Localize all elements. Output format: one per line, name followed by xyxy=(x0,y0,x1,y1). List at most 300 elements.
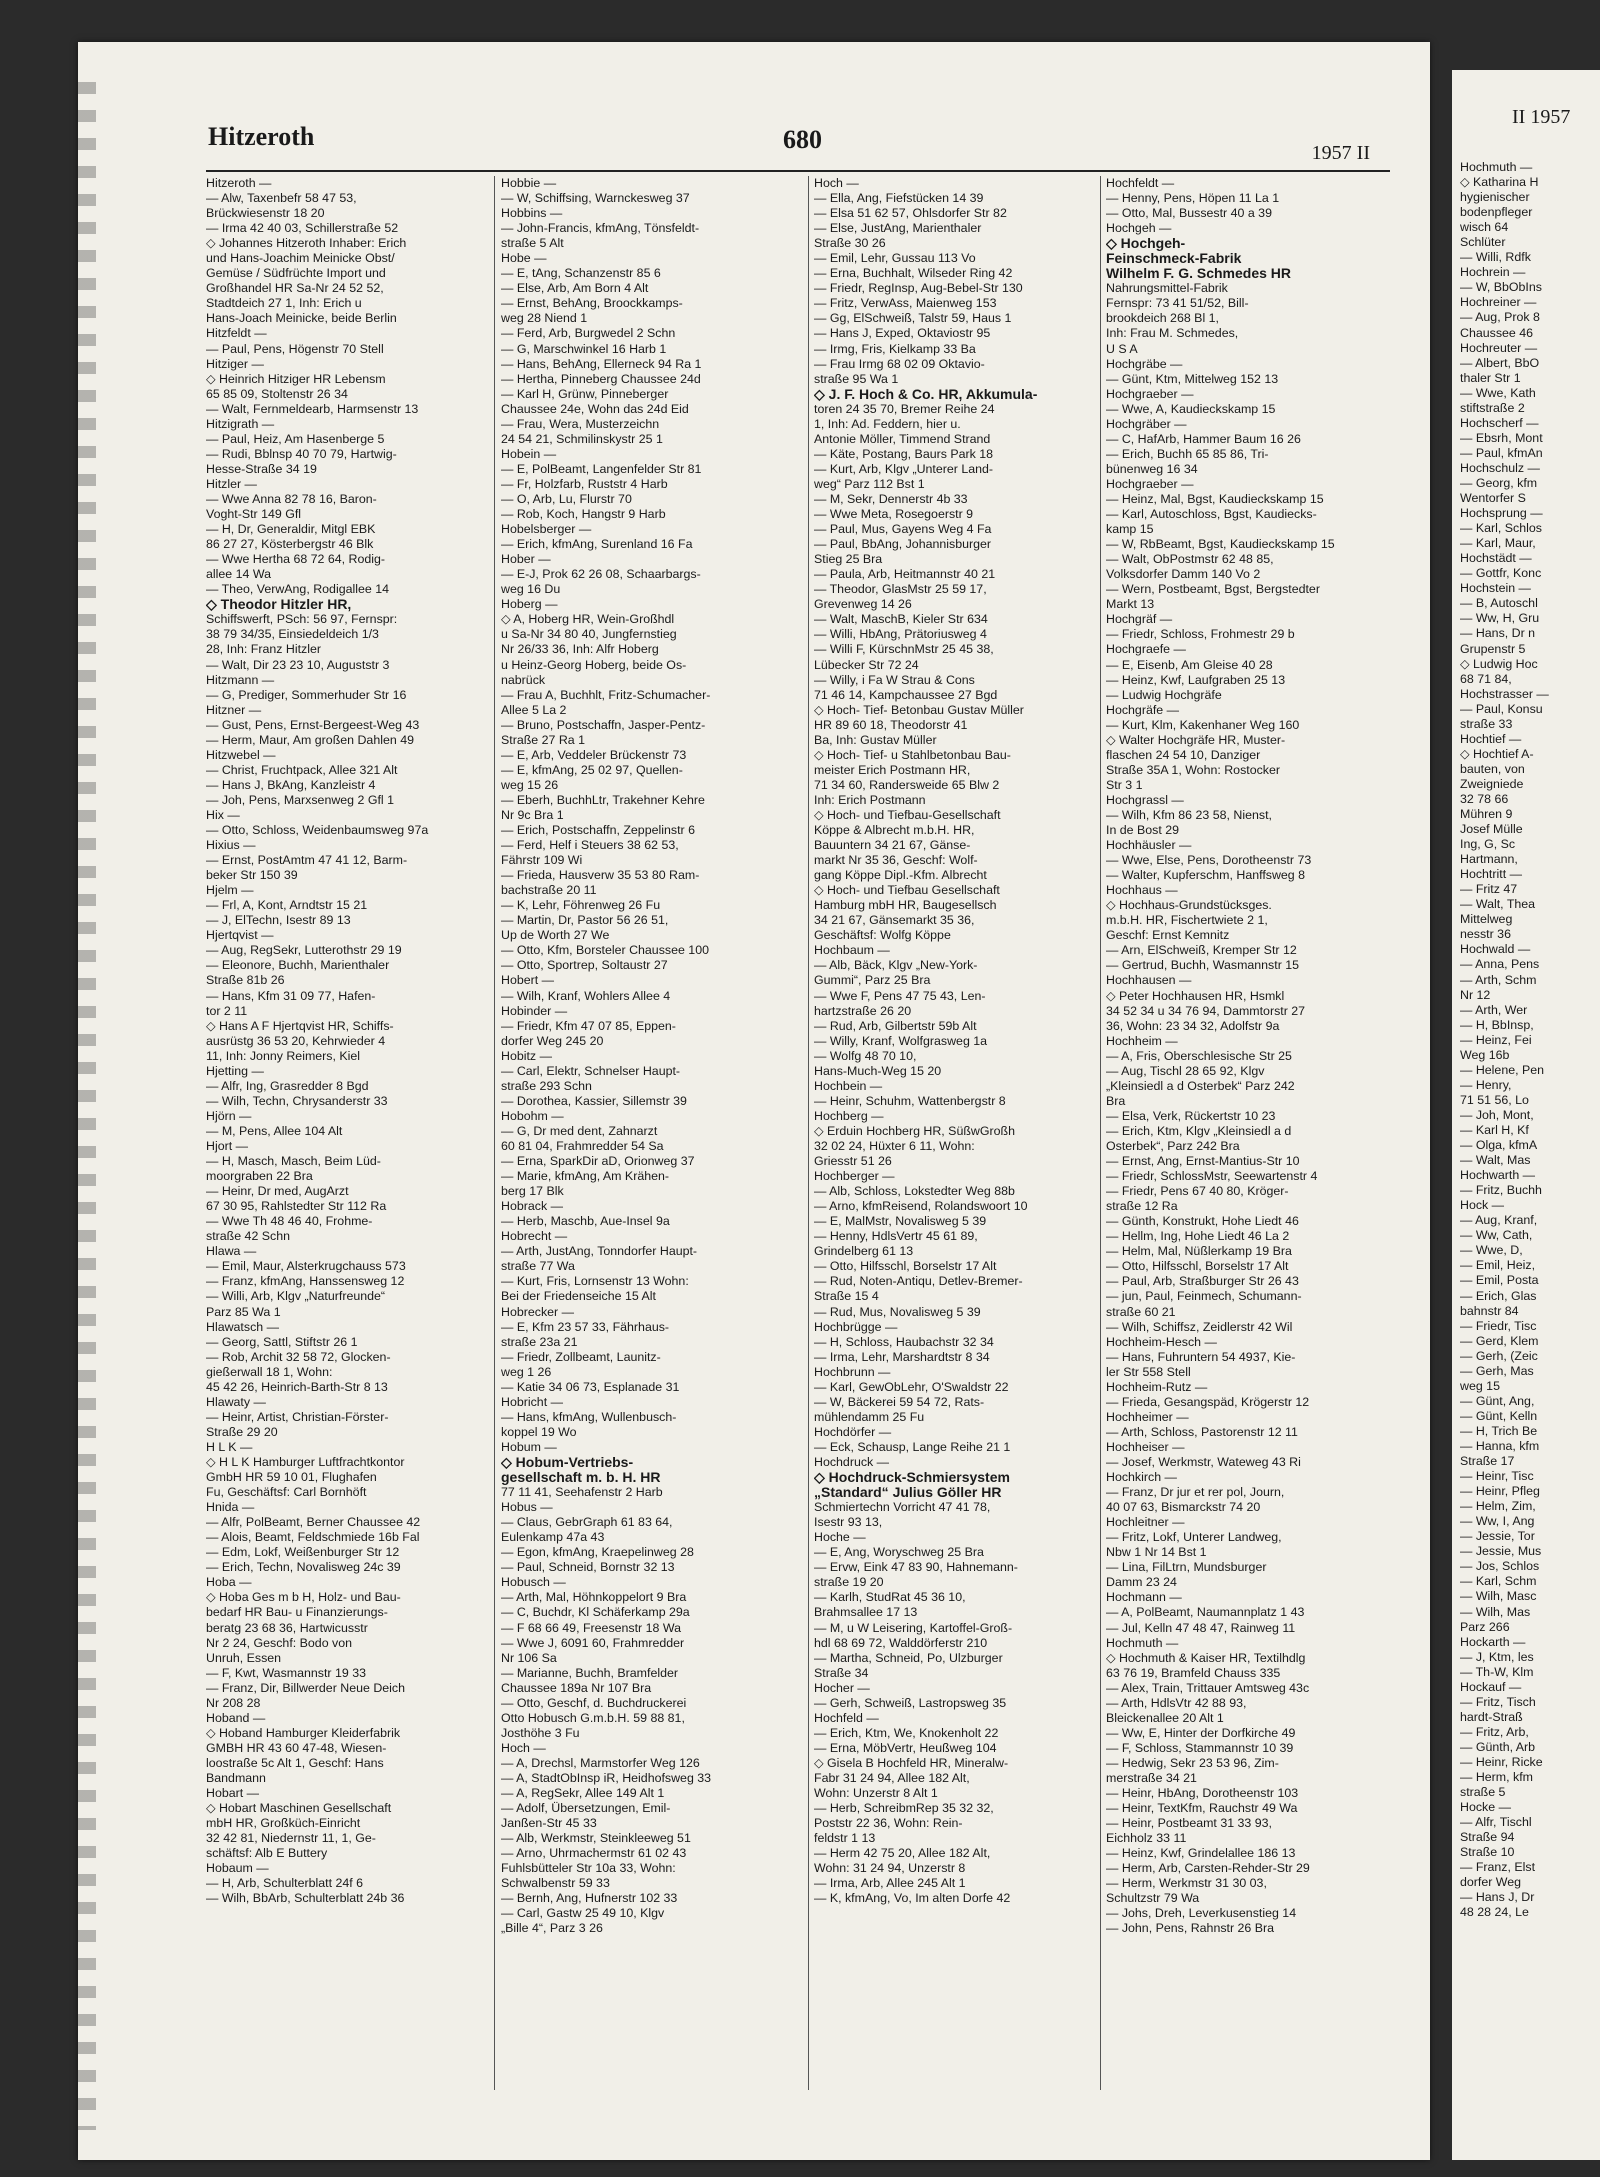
entry-line: — Wilh, Kranf, Wohlers Allee 4 xyxy=(501,988,671,1003)
entry-line: Hobe — xyxy=(501,251,547,266)
entry-line: Hobert — xyxy=(501,973,555,988)
entry-line: weg 16 Du xyxy=(501,582,561,597)
entry-line: Hobbins — xyxy=(501,206,563,221)
entry-line: ◇ Hochdruck-Schmiersystem xyxy=(814,1469,1010,1486)
entry-line: — Paul, Konsu xyxy=(1460,701,1543,716)
entry-line: Josthöhe 3 Fu xyxy=(501,1725,580,1740)
entry-line: Hochmann — xyxy=(1106,1590,1182,1605)
entry-line: — Erich, Glas xyxy=(1460,1288,1537,1303)
entry-line: H L K — xyxy=(206,1439,253,1454)
entry-line: Hochfeldt — xyxy=(1106,176,1175,190)
entry-line: — Heinz, Kwf, Laufgraben 25 13 xyxy=(1106,672,1286,687)
entry-line: Stieg 25 Bra xyxy=(814,552,883,567)
entry-line: — H, Arb, Schulterblatt 24f 6 xyxy=(206,1876,364,1891)
entry-line: wisch 64 xyxy=(1460,220,1509,235)
column-2 xyxy=(501,176,805,2090)
entry-line: — Jos, Schlos xyxy=(1460,1559,1540,1574)
entry-line: — Fritz 47 xyxy=(1460,882,1518,897)
entry-line: 77 11 41, Seehafenstr 2 Harb xyxy=(501,1485,663,1500)
entry-line: — Ferd, Arb, Burgwedel 2 Schn xyxy=(501,326,676,341)
entry-line: — Marie, kfmAng, Am Krähen- xyxy=(501,1169,670,1184)
entry-line: 38 79 34/35, Einsiedeldeich 1/3 xyxy=(206,627,379,642)
entry-line: Hochgraeber — xyxy=(1106,386,1194,401)
entry-line: — Hans J, Dr xyxy=(1460,1890,1535,1905)
entry-line: — Hans, Kfm 31 09 77, Hafen- xyxy=(206,988,376,1003)
entry-line: — Ernst, Ang, Ernst-Mantius-Str 10 xyxy=(1106,1154,1300,1169)
entry-line: Bleickenallee 20 Alt 1 xyxy=(1106,1710,1224,1725)
entry-line: Isestr 93 13, xyxy=(814,1515,883,1530)
entry-line: Voght-Str 149 Gfl xyxy=(206,507,302,522)
entry-line: — Martin, Dr, Pastor 56 26 51, xyxy=(501,913,669,928)
entry-line: ◇ H L K Hamburger Luftfrachtkontor xyxy=(206,1454,405,1469)
entry-line: Hochhausen — xyxy=(1106,973,1192,988)
entry-line: hygienischer xyxy=(1460,190,1530,205)
entry-line: Bei der Friedenseiche 15 Alt xyxy=(501,1289,656,1304)
entry-line: Hocher — xyxy=(814,1680,870,1695)
entry-line: Hobohm — xyxy=(501,1108,564,1123)
entry-line: — Jul, Kelln 47 48 47, Rainweg 11 xyxy=(1106,1620,1296,1635)
entry-line: 71 34 60, Randersweide 65 Blw 2 xyxy=(814,777,1000,792)
entry-line: Lübecker Str 72 24 xyxy=(814,657,919,672)
entry-line: Großhandel HR Sa-Nr 24 52 52, xyxy=(206,281,384,296)
entry-line: — Wwe Anna 82 78 16, Baron- xyxy=(206,491,377,506)
next-page-year: II 1957 xyxy=(1512,106,1571,128)
entry-line: — Karl, Schm xyxy=(1460,1574,1537,1589)
entry-line: Hoch — xyxy=(814,176,859,190)
entry-line: gießerwall 18 1, Wohn: xyxy=(206,1364,333,1379)
entry-line: Hjort — xyxy=(206,1139,248,1153)
entry-line: Straße 34 xyxy=(814,1665,869,1680)
entry-line: Hochfeld — xyxy=(814,1710,879,1725)
entry-line: merstraße 34 21 xyxy=(1106,1770,1197,1785)
entry-line: — Carl, Gastw 25 49 10, Klgv xyxy=(501,1906,665,1921)
entry-line: ◇ Theodor Hitzler HR, xyxy=(206,596,352,613)
entry-line: — Hans, Fuhruntern 54 4937, Kie- xyxy=(1106,1349,1296,1364)
entry-line: Hochheimer — xyxy=(1106,1409,1189,1424)
entry-line: — Willi F, KürschnMstr 25 45 38, xyxy=(814,642,994,657)
entry-line: — Alfr, PolBeamt, Berner Chaussee 42 xyxy=(206,1515,421,1530)
entry-line: — E, PolBeamt, Langenfelder Str 81 xyxy=(501,461,702,476)
entry-line: Nr 12 xyxy=(1460,987,1491,1002)
entry-line: — E, Kfm 23 57 33, Fährhaus- xyxy=(501,1319,670,1334)
entry-line: Hochbein — xyxy=(814,1078,883,1093)
entry-line: — Rob, Archit 32 58 72, Glocken- xyxy=(206,1349,391,1364)
entry-line: Hjetting — xyxy=(206,1063,264,1078)
entry-line: Hochhaus — xyxy=(1106,883,1178,898)
entry-line: — Wwe, Kath xyxy=(1460,385,1536,400)
entry-line: weg 15 26 xyxy=(501,777,559,792)
entry-line: — Henny, HdlsVertr 45 61 89, xyxy=(814,1229,978,1244)
entry-line: — Frieda, Gesangspäd, Krögerstr 12 xyxy=(1106,1394,1310,1409)
entry-line: — Arth, JustAng, Tonndorfer Haupt- xyxy=(501,1244,698,1259)
entry-line: — Franz, Dr jur et rer pol, Journ, xyxy=(1106,1485,1285,1500)
entry-line: Mühren 9 xyxy=(1460,807,1513,822)
entry-line: ler Str 558 Stell xyxy=(1106,1364,1191,1379)
entry-line: ◇ Johannes Hitzeroth Inhaber: Erich xyxy=(206,236,407,251)
entry-line: — J, ElTechn, Isestr 89 13 xyxy=(206,913,351,928)
entry-line: — M, u W Leisering, Kartoffel-Groß- xyxy=(814,1620,1013,1635)
entry-line: — Wwe Th 48 46 40, Frohme- xyxy=(206,1214,373,1229)
entry-line: Allee 5 La 2 xyxy=(501,702,567,717)
entry-line: — Frau, Wera, Musterzeichn xyxy=(501,416,660,431)
entry-line: — Erich, Ktm, Klgv „Kleinsiedl a d xyxy=(1106,1123,1292,1138)
entry-line: — Adolf, Übersetzungen, Emil- xyxy=(501,1801,671,1816)
entry-line: — Karl, Schlos xyxy=(1460,521,1542,536)
entry-line: Hoba — xyxy=(206,1575,252,1590)
entry-line: Hochheim-Hesch — xyxy=(1106,1334,1217,1349)
entry-line: — Paul, Mus, Gayens Weg 4 Fa xyxy=(814,522,992,537)
entry-line: — Wern, Postbeamt, Bgst, Bergstedter xyxy=(1106,582,1320,597)
entry-line: — Hertha, Pinneberg Chaussee 24d xyxy=(501,371,701,386)
entry-line: — Theo, VerwAng, Rodigallee 14 xyxy=(206,582,389,597)
entry-line: — Albert, BbO xyxy=(1460,355,1540,370)
entry-line: hdl 68 69 72, Walddörferstr 210 xyxy=(814,1635,988,1650)
entry-line: — Paula, Arb, Heitmannstr 40 21 xyxy=(814,567,996,582)
entry-line: Fernspr: 73 41 51/52, Bill- xyxy=(1106,296,1249,311)
entry-line: — Walter, Kupferschm, Hanffsweg 8 xyxy=(1106,868,1306,883)
entry-line: 71 51 56, Lo xyxy=(1460,1092,1529,1107)
entry-line: kamp 15 xyxy=(1106,522,1154,537)
entry-line: — Georg, Sattl, Stiftstr 26 1 xyxy=(206,1334,358,1349)
entry-line: Hochmuth — xyxy=(1106,1635,1179,1650)
entry-line: Hoberg — xyxy=(501,597,558,612)
entry-line: — H, BbInsp, xyxy=(1460,1017,1534,1032)
entry-line: — F 68 66 49, Freesenstr 18 Wa xyxy=(501,1620,681,1635)
header-rule xyxy=(206,170,1390,172)
entry-line: 28, Inh: Franz Hitzler xyxy=(206,642,322,657)
entry-line: Hitzigrath — xyxy=(206,416,275,431)
entry-line: Wentorfer S xyxy=(1460,491,1526,506)
entry-line: — J, Ktm, les xyxy=(1460,1649,1534,1664)
entry-line: — Arth, Mal, Höhnkoppelort 9 Bra xyxy=(501,1590,687,1605)
entry-line: Hobitz — xyxy=(501,1048,552,1063)
entry-line: Hesse-Straße 34 19 xyxy=(206,461,317,476)
entry-line: — Fritz, Lokf, Unterer Landweg, xyxy=(1106,1530,1282,1545)
entry-line: — Paul, Pens, Högenstr 70 Stell xyxy=(206,341,384,356)
entry-line: weg“ Parz 112 Bst 1 xyxy=(814,476,925,491)
entry-line: Hochsprung — xyxy=(1460,506,1543,521)
entry-line: Josef Mülle xyxy=(1460,822,1523,837)
entry-line: — Arth, HdlsVtr 42 88 93, xyxy=(1106,1695,1247,1710)
entry-line: — Bernh, Ang, Hufnerstr 102 33 xyxy=(501,1891,678,1906)
page-year: 1957 II xyxy=(1311,142,1370,164)
entry-line: — Ebsrh, Mont xyxy=(1460,430,1543,445)
entry-line: hardt-Straß xyxy=(1460,1709,1523,1724)
entry-line: — Emil, Lehr, Gussau 113 Vo xyxy=(814,251,976,266)
entry-line: — Alb, Schloss, Lokstedter Weg 88b xyxy=(814,1184,1015,1199)
entry-line: Chaussee 46 xyxy=(1460,325,1534,340)
entry-line: — Emil, Maur, Alsterkrugchauss 573 xyxy=(206,1259,406,1274)
entry-line: Straße 10 xyxy=(1460,1845,1515,1860)
entry-line: — Fr, Holzfarb, Ruststr 4 Harb xyxy=(501,476,668,491)
entry-line: — Frau A, Buchhlt, Fritz-Schumacher- xyxy=(501,687,711,702)
entry-line: — Joh, Pens, Marxsenweg 2 Gfl 1 xyxy=(206,792,395,807)
entry-line: — Kurt, Klm, Kakenhaner Weg 160 xyxy=(1106,717,1300,732)
entry-line: — F, Kwt, Wasmannstr 19 33 xyxy=(206,1665,366,1680)
entry-line: Markt 13 xyxy=(1106,597,1155,612)
entry-line: — Herm, Maur, Am großen Dahlen 49 xyxy=(206,732,414,747)
entry-line: — Erich, Techn, Novalisweg 24c 39 xyxy=(206,1560,401,1575)
entry-line: Hochgräbe — xyxy=(1106,356,1183,371)
entry-line: — Wwe, Else, Pens, Dorotheenstr 73 xyxy=(1106,853,1312,868)
entry-line: — Herm, kfm xyxy=(1460,1770,1533,1785)
entry-line: — Aug, Prok 8 xyxy=(1460,310,1540,325)
entry-line: — Georg, kfm xyxy=(1460,475,1538,490)
entry-line: Hjörn — xyxy=(206,1108,252,1123)
entry-line: — A, RegSekr, Allee 149 Alt 1 xyxy=(501,1786,665,1801)
entry-line: Eichholz 33 11 xyxy=(1106,1831,1187,1846)
entry-line: — Rud, Mus, Novalisweg 5 39 xyxy=(814,1304,981,1319)
entry-line: Hochbrügge — xyxy=(814,1319,898,1334)
entry-line: straße 33 xyxy=(1460,716,1513,731)
entry-line: Hobrecht — xyxy=(501,1229,568,1244)
entry-line: — Hanna, kfm xyxy=(1460,1438,1540,1453)
entry-line: Hans-Joach Meinicke, beide Berlin xyxy=(206,311,397,326)
entry-line: berg 17 Blk xyxy=(501,1184,564,1199)
entry-line: — Martha, Schneid, Po, Ulzburger xyxy=(814,1650,1003,1665)
entry-line: — Eck, Schausp, Lange Reihe 21 1 xyxy=(814,1439,1011,1454)
entry-line: ◇ Katharina H xyxy=(1460,175,1539,190)
entry-line: Fu, Geschäftsf: Carl Bornhöft xyxy=(206,1485,367,1500)
entry-line: Hobaum — xyxy=(206,1861,269,1876)
entry-line: Brückwiesenstr 18 20 xyxy=(206,206,325,221)
entry-line: — Herm 42 75 20, Allee 182 Alt, xyxy=(814,1846,991,1861)
entry-line: In de Bost 29 xyxy=(1106,823,1180,838)
entry-line: Hochkirch — xyxy=(1106,1470,1177,1485)
entry-line: Hochgraeber — xyxy=(1106,476,1194,491)
entry-line: — Frl, A, Kont, Arndtstr 15 21 xyxy=(206,898,368,913)
entry-line: — E, Ang, Woryschweg 25 Bra xyxy=(814,1545,984,1560)
entry-line: hartzstraße 26 20 xyxy=(814,1003,912,1018)
entry-line: straße 5 xyxy=(1460,1785,1506,1800)
entry-line: 32 78 66 xyxy=(1460,791,1509,806)
entry-line: Inh: Frau M. Schmedes, xyxy=(1106,326,1239,341)
entry-line: straße 77 Wa xyxy=(501,1259,575,1274)
entry-line: Hoband — xyxy=(206,1710,266,1725)
entry-line: Hochtief — xyxy=(1460,731,1522,746)
entry-line: — A, Fris, Oberschlesische Str 25 xyxy=(1106,1048,1292,1063)
entry-line: Hobrack — xyxy=(501,1199,563,1214)
entry-line: — Irma, Arb, Allee 245 Alt 1 xyxy=(814,1876,966,1891)
entry-line: — Hans, BehAng, Ellerneck 94 Ra 1 xyxy=(501,356,702,371)
entry-line: — Fritz, VerwAss, Maienweg 153 xyxy=(814,296,997,311)
entry-line: 68 71 84, xyxy=(1460,671,1512,686)
entry-line: Hochwald — xyxy=(1460,942,1531,957)
entry-line: Hochwarth — xyxy=(1460,1168,1536,1183)
entry-line: 34 21 67, Gänsemarkt 35 36, xyxy=(814,913,975,928)
entry-line: — Eberh, BuchhLtr, Trakehner Kehre xyxy=(501,792,705,807)
entry-line: Wohn: Unzerstr 8 Alt 1 xyxy=(814,1786,938,1801)
entry-line: — Alois, Beamt, Feldschmiede 16b Fal xyxy=(206,1530,420,1545)
entry-line: Mittelweg xyxy=(1460,912,1513,927)
entry-line: 32 02 24, Hüxter 6 11, Wohn: xyxy=(814,1139,975,1153)
entry-line: — Ww, H, Gru xyxy=(1460,611,1540,626)
entry-line: — Fritz, Buchh xyxy=(1460,1183,1542,1198)
entry-line: gang Köppe Dipl.-Kfm. Albrecht xyxy=(814,868,987,883)
entry-line: 24 54 21, Schmilinskystr 25 1 xyxy=(501,431,663,446)
entry-line: straße 12 Ra xyxy=(1106,1199,1178,1214)
entry-line: Brahmsallee 17 13 xyxy=(814,1605,918,1620)
entry-line: — Rud, Noten-Antiqu, Detlev-Bremer- xyxy=(814,1274,1023,1289)
entry-line: Hamburg mbH HR, Baugesellsch xyxy=(814,898,997,913)
entry-line: — Heinr, TextKfm, Rauchstr 49 Wa xyxy=(1106,1801,1298,1816)
entry-line: beker Str 150 39 xyxy=(206,868,298,883)
entry-line: 11, Inh: Jonny Reimers, Kiel xyxy=(206,1048,361,1063)
entry-line: — Paul, Arb, Straßburger Str 26 43 xyxy=(1106,1274,1299,1289)
entry-line: — Otto, Mal, Bussestr 40 a 39 xyxy=(1106,206,1272,221)
entry-line: Hochscherf — xyxy=(1460,415,1539,430)
entry-line: Hochgeh — xyxy=(1106,221,1172,236)
entry-line: — Helene, Pen xyxy=(1460,1062,1545,1077)
entry-line: ◇ Hobart Maschinen Gesellschaft xyxy=(206,1801,392,1816)
entry-line: — Franz, Dir, Billwerder Neue Deich xyxy=(206,1680,405,1695)
entry-line: Hochgrassl — xyxy=(1106,792,1184,807)
entry-line: — Irma, Lehr, Marshardtstr 8 34 xyxy=(814,1349,990,1364)
entry-line: bachstraße 20 11 xyxy=(501,883,597,898)
entry-line: — K, Lehr, Föhrenweg 26 Fu xyxy=(501,898,661,913)
entry-line: Str 3 1 xyxy=(1106,777,1143,792)
entry-line: 36, Wohn: 23 34 32, Adolfstr 9a xyxy=(1106,1018,1280,1033)
entry-line: — Hans, Dr n xyxy=(1460,626,1536,641)
entry-line: Ba, Inh: Gustav Müller xyxy=(814,732,937,747)
entry-line: — Friedr, Schloss, Frohmestr 29 b xyxy=(1106,627,1295,642)
entry-line: moorgraben 22 Bra xyxy=(206,1169,313,1184)
entry-line: — Lina, FilLtrn, Mundsburger xyxy=(1106,1560,1267,1575)
entry-line: Hobricht — xyxy=(501,1394,563,1409)
entry-line: — Otto, Geschf, d. Buchdruckerei xyxy=(501,1695,687,1710)
entry-line: — E-J, Prok 62 26 08, Schaarbargs- xyxy=(501,567,701,582)
entry-line: Hockarth — xyxy=(1460,1634,1526,1649)
entry-line: Hix — xyxy=(206,807,240,822)
binding-edge xyxy=(78,82,96,2130)
entry-line: „Standard“ Julius Göller HR xyxy=(814,1484,1002,1501)
entry-line: — Ella, Ang, Fiefstücken 14 39 xyxy=(814,191,984,206)
entry-line: — Henry, xyxy=(1460,1077,1512,1092)
entry-line: ◇ Peter Hochhausen HR, Hsmkl xyxy=(1106,988,1285,1003)
entry-line: Hochheim-Rutz — xyxy=(1106,1379,1208,1394)
entry-line: — Gertrud, Buchh, Wasmannstr 15 xyxy=(1106,958,1300,973)
entry-line: Hitzfeldt — xyxy=(206,326,267,341)
entry-line: weg 1 26 xyxy=(501,1364,552,1379)
entry-line: Hochberger — xyxy=(814,1169,895,1184)
entry-line: — Helm, Mal, Nüßlerkamp 19 Bra xyxy=(1106,1244,1292,1259)
entry-line: — Elsa, Verk, Rückertstr 10 23 xyxy=(1106,1108,1276,1123)
entry-line: Hobinder — xyxy=(501,1003,568,1018)
entry-line: 65 85 09, Stoltenstr 26 34 xyxy=(206,386,348,401)
entry-line: — E, Arb, Veddeler Brückenstr 73 xyxy=(501,747,687,762)
entry-line: Osterbek“, Parz 242 Bra xyxy=(1106,1139,1240,1153)
entry-line: Köppe & Albrecht m.b.H. HR, xyxy=(814,823,975,838)
entry-line: — Heinr, Dr med, AugArzt xyxy=(206,1184,349,1199)
entry-line: Hochmuth — xyxy=(1460,160,1533,174)
entry-line: 32 42 81, Niedernstr 11, 1, Ge- xyxy=(206,1831,376,1846)
entry-line: — Hedwig, Sekr 23 53 96, Zim- xyxy=(1106,1755,1279,1770)
entry-line: Hochdruck — xyxy=(814,1454,890,1469)
entry-line: Hobum — xyxy=(501,1439,557,1454)
entry-line: — Ww, Cath, xyxy=(1460,1228,1533,1243)
column-4 xyxy=(1106,176,1376,2090)
entry-line: — H, Dr, Generaldir, Mitgl EBK xyxy=(206,522,376,537)
entry-line: ◇ Hochtief A- xyxy=(1460,746,1534,761)
entry-line: — Wolfg 48 70 10, xyxy=(814,1048,917,1063)
entry-line: — Heinr, Artist, Christian-Förster- xyxy=(206,1409,389,1424)
entry-line: — Karl H, Grünw, Pinneberger xyxy=(501,386,669,401)
entry-line: — Rudi, Bblnsp 40 70 79, Hartwig- xyxy=(206,446,397,461)
entry-line: — Wwe Meta, Rosegoerstr 9 xyxy=(814,507,974,522)
entry-line: Antonie Möller, Timmend Strand xyxy=(814,431,991,446)
entry-line: tor 2 11 xyxy=(206,1003,248,1018)
entry-line: — Heinr, Tisc xyxy=(1460,1469,1534,1484)
entry-line: — Willy, i Fa W Strau & Cons xyxy=(814,672,975,687)
entry-line: — Walt, Thea xyxy=(1460,897,1536,912)
entry-line: — F, Schloss, Stammannstr 10 39 xyxy=(1106,1740,1294,1755)
entry-line: — Hellm, Ing, Hohe Liedt 46 La 2 xyxy=(1106,1229,1290,1244)
entry-line: — Arn, ElSchweiß, Kremper Str 12 xyxy=(1106,943,1297,958)
entry-line: Geschäftsf: Wolfg Köppe xyxy=(814,928,951,943)
entry-line: Hlawatsch — xyxy=(206,1319,279,1334)
entry-line: thaler Str 1 xyxy=(1460,370,1521,385)
entry-line: Hochgraefe — xyxy=(1106,642,1186,657)
entry-line: — Rob, Koch, Hangstr 9 Harb xyxy=(501,507,666,522)
entry-line: — Alex, Train, Trittauer Amtsweg 43c xyxy=(1106,1680,1310,1695)
entry-line: — Gg, ElSchweiß, Talstr 59, Haus 1 xyxy=(814,311,1012,326)
entry-line: ◇ Hoband Hamburger Kleiderfabrik xyxy=(206,1725,401,1740)
entry-line: Straße 94 xyxy=(1460,1830,1515,1845)
entry-line: ◇ Hoch- und Tiefbau-Gesellschaft xyxy=(814,807,1001,822)
entry-line: — Ervw, Eink 47 83 90, Hahnemann- xyxy=(814,1560,1018,1575)
entry-line: bauten, von xyxy=(1460,761,1525,776)
entry-line: — Aug, RegSekr, Lutterothstr 29 19 xyxy=(206,943,402,958)
entry-line: — Walt, ObPostmstr 62 48 85, xyxy=(1106,552,1274,567)
entry-line: — Hans J, BkAng, Kanzleistr 4 xyxy=(206,777,376,792)
entry-line: Hjertqvist — xyxy=(206,928,274,943)
entry-line: Nr 208 28 xyxy=(206,1695,261,1710)
entry-line: Hobusch — xyxy=(501,1575,566,1590)
entry-line: — Günth, Konstrukt, Hohe Liedt 46 xyxy=(1106,1214,1299,1229)
entry-line: — Th-W, Klm xyxy=(1460,1664,1534,1679)
entry-line: Hochbrunn — xyxy=(814,1364,891,1379)
entry-line: — G, Dr med dent, Zahnarzt xyxy=(501,1123,658,1138)
entry-line: bünenweg 16 34 xyxy=(1106,461,1198,476)
entry-line: ◇ Hochmuth & Kaiser HR, Textilhdlg xyxy=(1106,1650,1306,1665)
entry-line: — B, Autoschl xyxy=(1460,596,1538,611)
entry-line: — Herb, Maschb, Aue-Insel 9a xyxy=(501,1214,670,1229)
column-1 xyxy=(206,176,488,2090)
entry-line: — Paul, BbAng, Johannisburger xyxy=(814,537,992,552)
entry-line: ◇ Erduin Hochberg HR, SüßwGroßh xyxy=(814,1123,1015,1138)
entry-line: — Arno, kfmReisend, Rolandswoort 10 xyxy=(814,1199,1028,1214)
entry-line: — Erich, kfmAng, Surenland 16 Fa xyxy=(501,537,693,552)
entry-line: Hochrein — xyxy=(1460,265,1526,280)
entry-line: Grupenstr 5 xyxy=(1460,641,1526,656)
entry-line: Geschf: Ernst Kemnitz xyxy=(1106,928,1230,943)
entry-line: straße 42 Schn xyxy=(206,1229,291,1244)
entry-line: — Willi, Arb, Klgv „Naturfreunde“ xyxy=(206,1289,386,1304)
column-5 xyxy=(1460,160,1600,2090)
entry-line: — Josef, Werkmstr, Wateweg 43 Ri xyxy=(1106,1454,1301,1469)
entry-line: — Alb, Werkmstr, Steinkleeweg 51 xyxy=(501,1831,691,1846)
entry-line: — Günt, Ang, xyxy=(1460,1393,1535,1408)
entry-line: — Friedr, Kfm 47 07 85, Eppen- xyxy=(501,1018,676,1033)
entry-line: Hochreiner — xyxy=(1460,295,1537,310)
entry-line: — Emil, Posta xyxy=(1460,1273,1539,1288)
entry-line: — Otto, Sportrep, Soltaustr 27 xyxy=(501,958,668,973)
page-number: 680 xyxy=(783,125,822,154)
entry-line: — Wilh, Schiffsz, Zeidlerstr 42 Wil xyxy=(1106,1319,1293,1334)
entry-line: — C, HafArb, Hammer Baum 16 26 xyxy=(1106,431,1301,446)
entry-line: — Egon, kfmAng, Kraepelinweg 28 xyxy=(501,1545,694,1560)
entry-line: Hober — xyxy=(501,552,551,567)
